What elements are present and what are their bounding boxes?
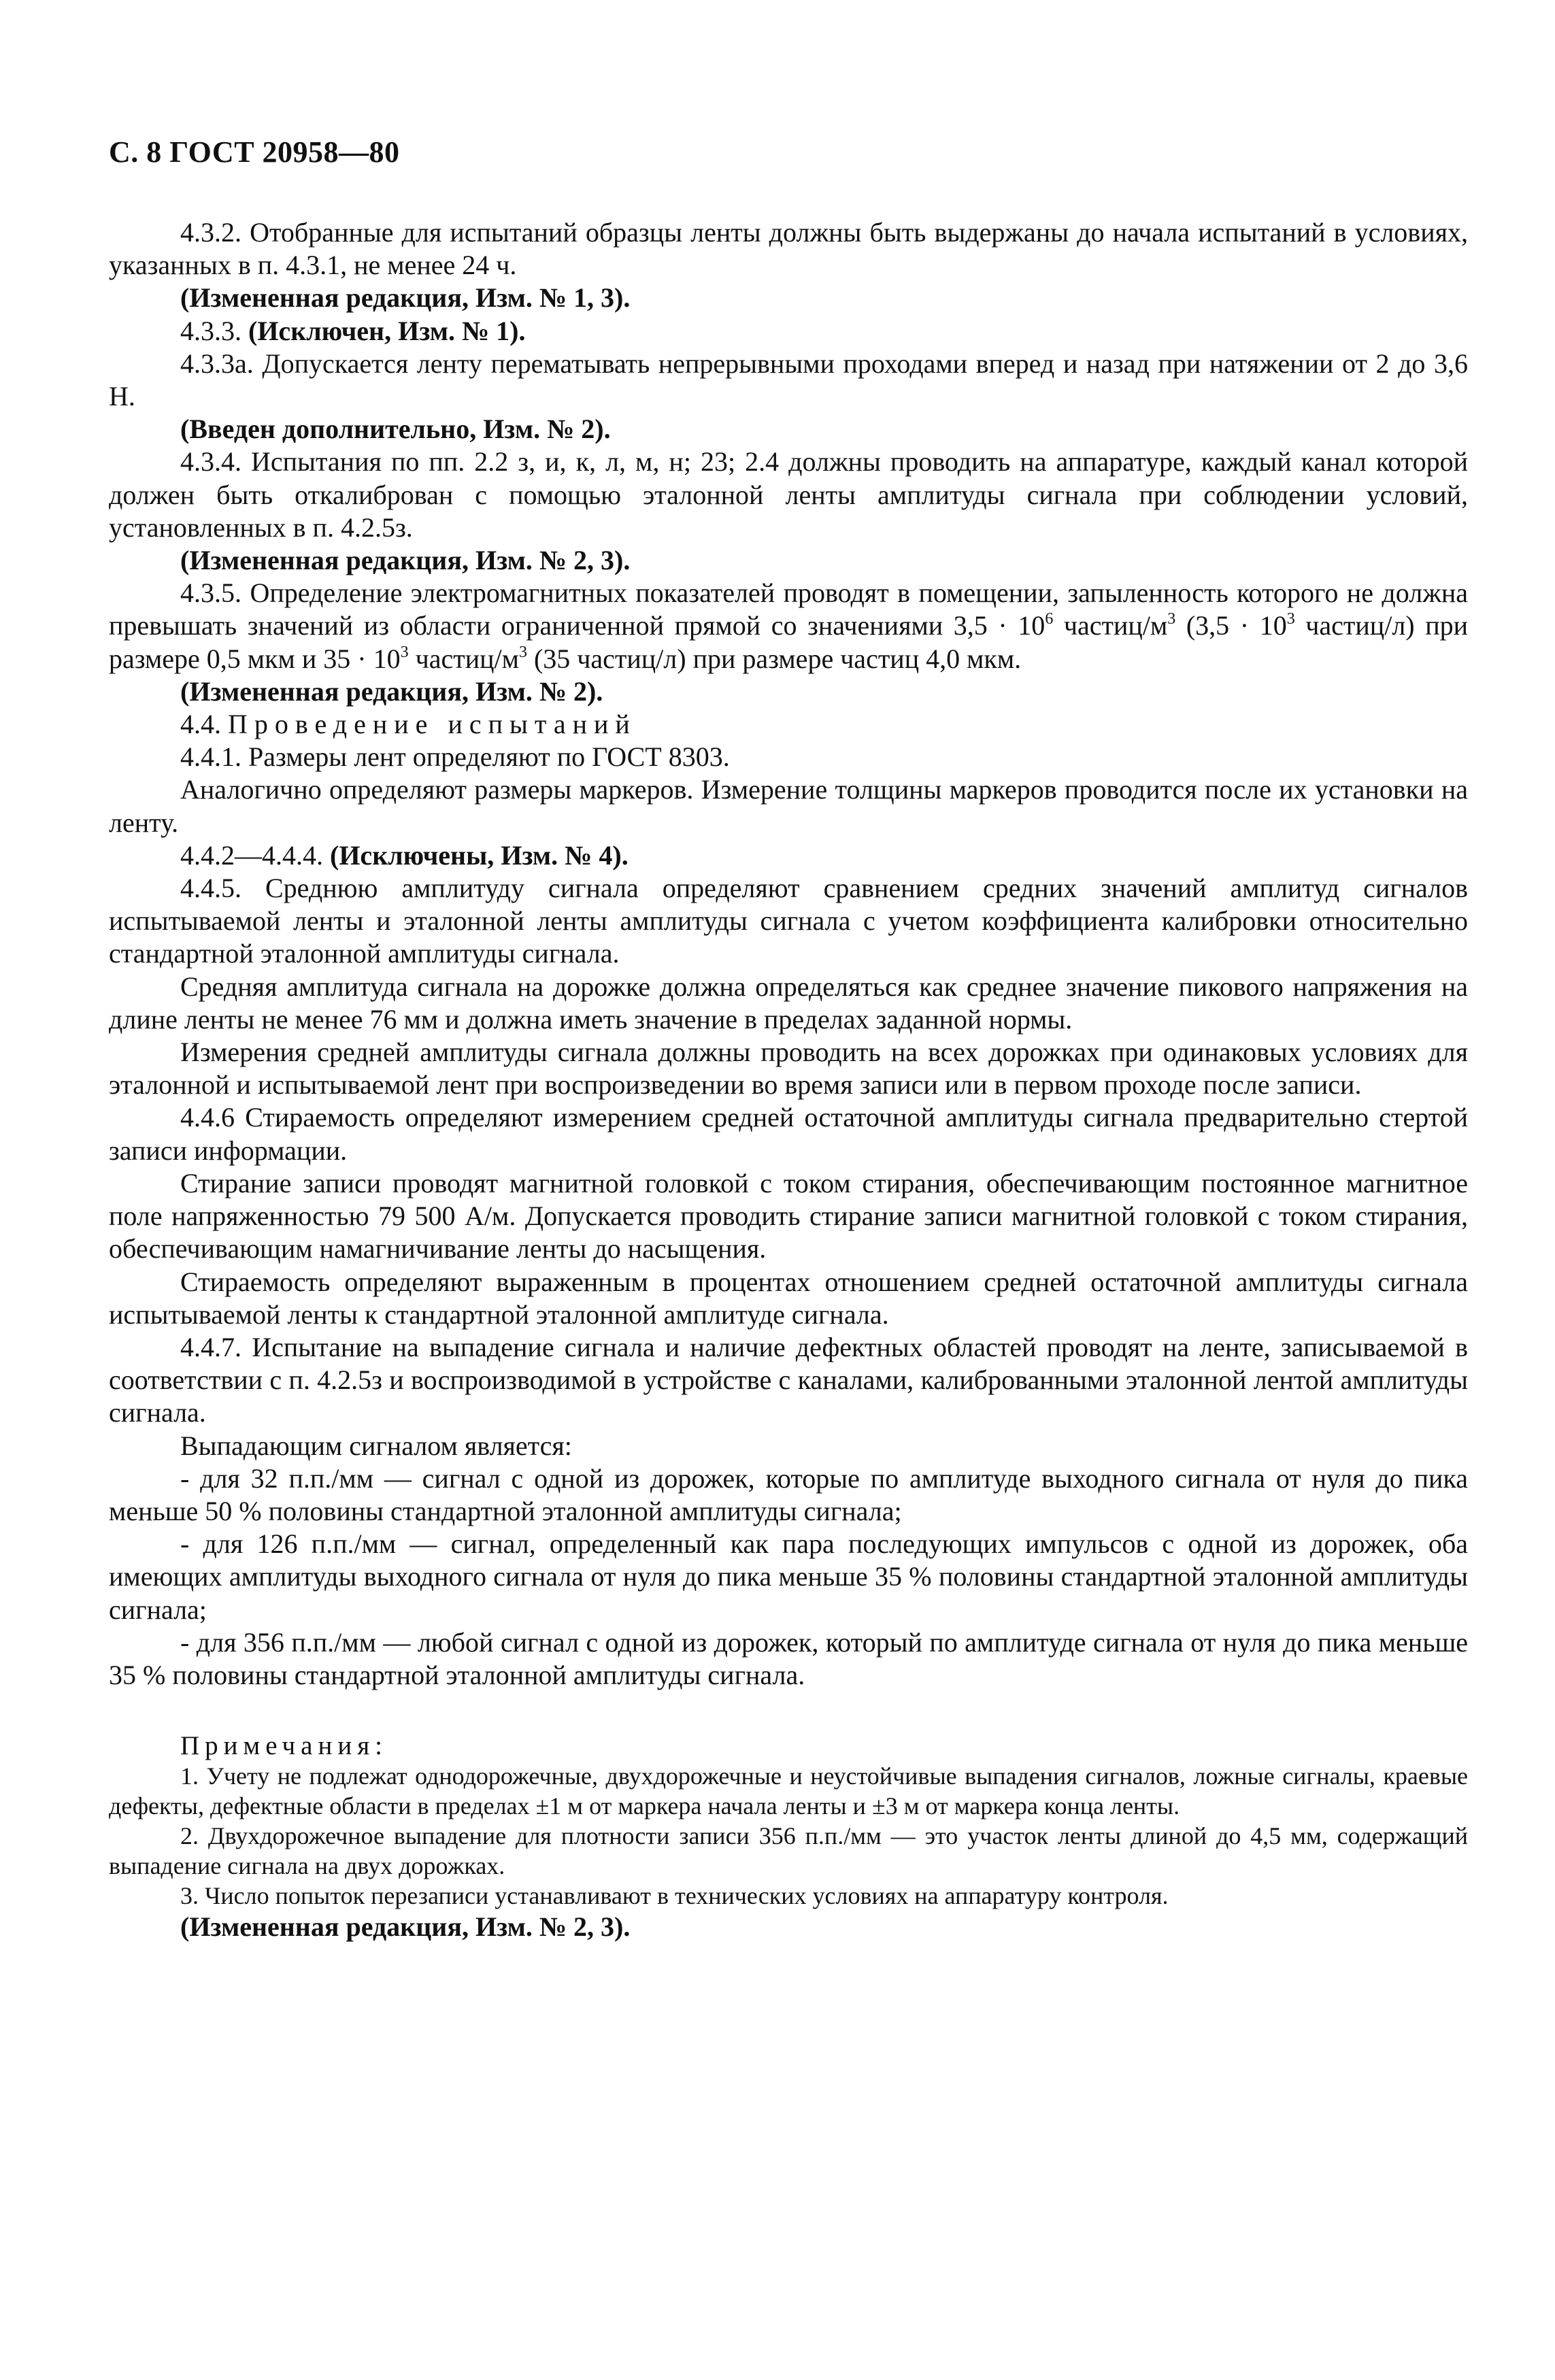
paragraph: 4.3.5. Определение электромагнитных показателей проводят в помещении, запыленность которого не должна превышать значений из области ограниченной прямой со значениями $3,5 \cdot 10^6$ частиц/$м^3$ ($3,5 \cdot 10^3$ частиц/л) при размере 0,5 мкм и $35 \cdot 10^3$ частиц/$м^3$ (35 частиц/л) при размере частиц 4,0 мкм. [109, 577, 1469, 674]
paragraph: - для 32 п.п./мм — сигнал с одной из дорожек, которые по амплитуде выходного сигнала от нуля до пика меньше 50 % половины стандартной эталонной амплитуды сигнала; [109, 1462, 1468, 1526]
paragraph: 4.4.2—4.4.4. (Исключены, Изм. № 4). [180, 839, 629, 871]
paragraph: 4.3.3. (Исключен, Изм. № 1). [180, 315, 526, 346]
paragraph: - для 126 п.п./мм — сигнал, определенный как пара последующих импульсов с одной из дорожек, оба имеющих амплитуды выходного сигнала от нуля до пика меньше 35 % половины стандартной эталонной амплитуды сигнала; [109, 1528, 1468, 1625]
paragraph: 4.4.7. Испытание на выпадение сигнала и наличие дефектных областей проводят на ленте, записываемой в соответствии с п. 4.2.5з и воспроизводимой в устройстве с каналами, калиброванными эталонной лентой амплитуды сигнала. [109, 1331, 1468, 1428]
paragraph: (Измененная редакция, Изм. № 1, 3). [180, 282, 631, 314]
paragraphs [109, 216, 1468, 1692]
paragraph: 4.4.5. Среднюю амплитуду сигнала определяют сравнением средних значений амплитуд сигналов испытываемой ленты и эталонной ленты амплитуды сигнала с учетом коэффициента калибровки относительно стандартной эталонной амплитуды сигнала. [109, 873, 1468, 969]
note-item: 1. Учету не подлежат однодорожечные, двухдорожечные и неустойчивые выпадения сигналов, ложные сигналы, краевые дефекты, дефектные области в пределах ±1 м от маркера начала ленты и ±3 м от маркера конца ленты. [109, 1762, 1468, 1820]
paragraph: Стирание записи проводят магнитной головкой с током стирания, обеспечивающим постоянное магнитное поле напряженностью 79 500 А/м. Допускается проводить стирание записи магнитной головкой с током стирания, обеспечивающим намагничивание ленты до насыщения. [109, 1167, 1468, 1264]
notes-section [109, 1731, 1468, 1911]
document-body [109, 216, 1468, 1943]
paragraph: 4.4.6 Стираемость определяют измерением средней остаточной амплитуды сигнала предварительно стертой записи информации. [109, 1102, 1468, 1166]
paragraph: (Измененная редакция, Изм. № 2). [180, 675, 603, 707]
paragraph: Измерения средней амплитуды сигнала должны проводить на всех дорожках при одинаковых условиях для эталонной и испытываемой лент при воспроизведении во время записи или в первом проходе после записи. [109, 1037, 1468, 1101]
paragraph: Средняя амплитуда сигнала на дорожке должна определяться как среднее значение пикового напряжения на длине ленты не менее 76 мм и должна иметь значение в пределах заданной нормы. [109, 971, 1468, 1035]
note-item: 3. Число попыток перезаписи устанавливают в технических условиях на аппаратуру контроля. [180, 1882, 1169, 1910]
paragraph: 4.3.3а. Допускается ленту перематывать непрерывными проходами вперед и назад при натяжении от 2 до 3,6 Н. [109, 348, 1468, 412]
paragraph: Выпадающим сигналом является: [180, 1430, 572, 1461]
paragraph: Стираемость определяют выраженным в процентах отношением средней остаточной амплитуды сигнала испытываемой ленты к стандартной эталонной амплитуде сигнала. [109, 1266, 1468, 1330]
paragraph: 4.3.2. Отобранные для испытаний образцы ленты должны быть выдержаны до начала испытаний в условиях, указанных в п. 4.3.1, не менее 24 ч. [109, 217, 1468, 281]
page-header: С. 8 ГОСТ 20958—80 [109, 135, 400, 169]
paragraph: 4.4.1. Размеры лент определяют по ГОСТ 8303. [180, 741, 730, 773]
paragraph: (Введен дополнительно, Изм. № 2). [180, 414, 611, 445]
amendment-note: (Измененная редакция, Изм. № 2, 3). [180, 1911, 631, 1943]
note-item: 2. Двухдорожечное выпадение для плотности записи 356 п.п./мм — это участок ленты длиной до 4,5 мм, содержащий выпадение сигнала на двух дорожках. [109, 1822, 1468, 1880]
paragraph: (Измененная редакция, Изм. № 2, 3). [180, 545, 631, 576]
paragraph: 4.4. Проведение испытаний [180, 709, 637, 740]
paragraph: Аналогично определяют размеры маркеров. Измерение толщины маркеров проводится после их установки на ленту. [109, 774, 1468, 838]
notes-list [109, 1761, 1468, 1911]
notes-title: Примечания: [180, 1731, 388, 1761]
paragraph: - для 356 п.п./мм — любой сигнал с одной из дорожек, который по амплитуде сигнала от нуля до пика меньше 35 % половины стандартной эталонной амплитуды сигнала. [109, 1626, 1468, 1690]
paragraph: 4.3.4. Испытания по пп. 2.2 з, и, к, л, м, н; 23; 2.4 должны проводить на аппаратуре, каждый канал которой должен быть откалиброван с помощью эталонной ленты амплитуды сигнала при соблюдении условий, установленных в п. 4.2.5з. [109, 446, 1468, 543]
